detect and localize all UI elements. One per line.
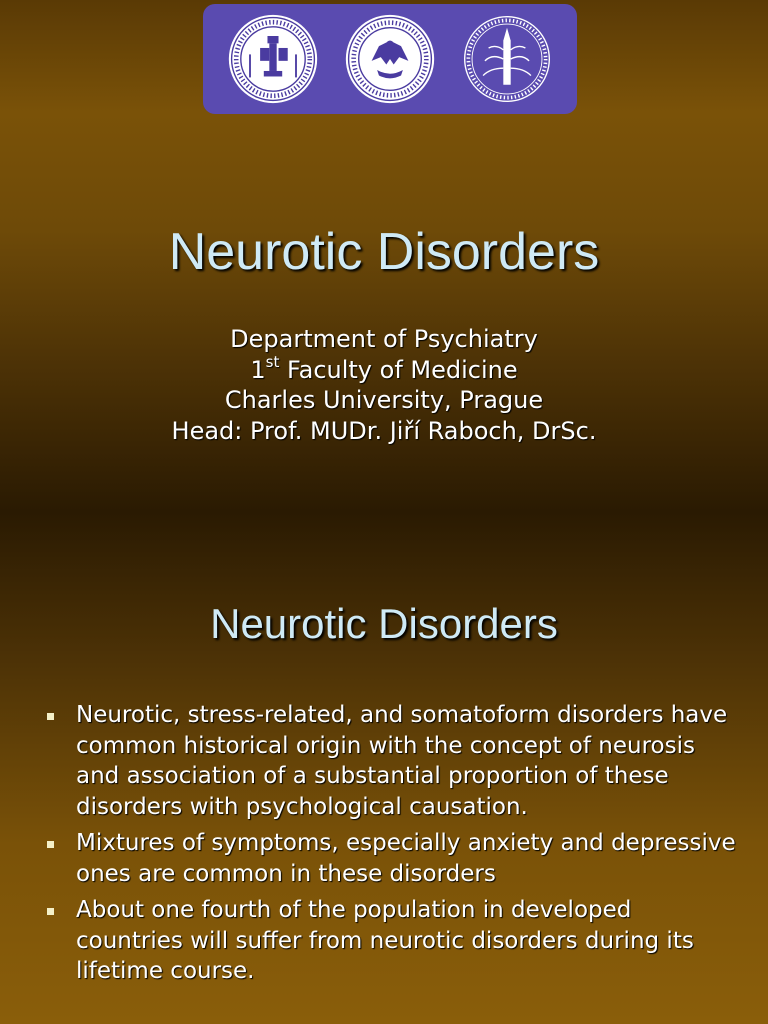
square-bullet-icon [47,841,54,848]
department-line: Department of Psychiatry [230,325,538,353]
bullet-text: Mixtures of symptoms, especially anxiety and depressive ones are common in these disorders [76,830,736,887]
bullet-text: About one fourth of the population in developed countries will suffer from neurotic disorders during its lifetime course. [76,897,694,984]
bullet-item [44,895,744,987]
logo-panel [203,4,577,114]
slide-2-title: Neurotic Disorders [210,600,558,647]
bullet-item [44,828,744,889]
faculty-ordinal-suffix: st [265,352,280,371]
slide-1-title: Neurotic Disorders [168,223,600,281]
slide-1-subtitle [0,324,768,446]
psychiatric-clinic-tower-seal-icon [461,13,553,105]
bullet-text: Neurotic, stress-related, and somatoform disorders have common historical origin with the concept of neurosis and association of a substantial proportion of these disorders with psychological causation. [76,702,728,820]
square-bullet-icon [47,713,54,720]
bullet-item [44,700,744,822]
charles-university-seal-icon [227,13,319,105]
faculty-number: 1 [250,355,266,384]
first-faculty-pelican-seal-icon [344,13,436,105]
faculty-name: Faculty of Medicine [279,355,518,384]
head-line: Head: Prof. MUDr. Jiří Raboch, DrSc. [171,416,597,445]
square-bullet-icon [47,908,54,915]
university-line: Charles University, Prague [224,386,544,414]
faculty-line [0,352,768,386]
slide-2-bullet-list [44,700,744,993]
